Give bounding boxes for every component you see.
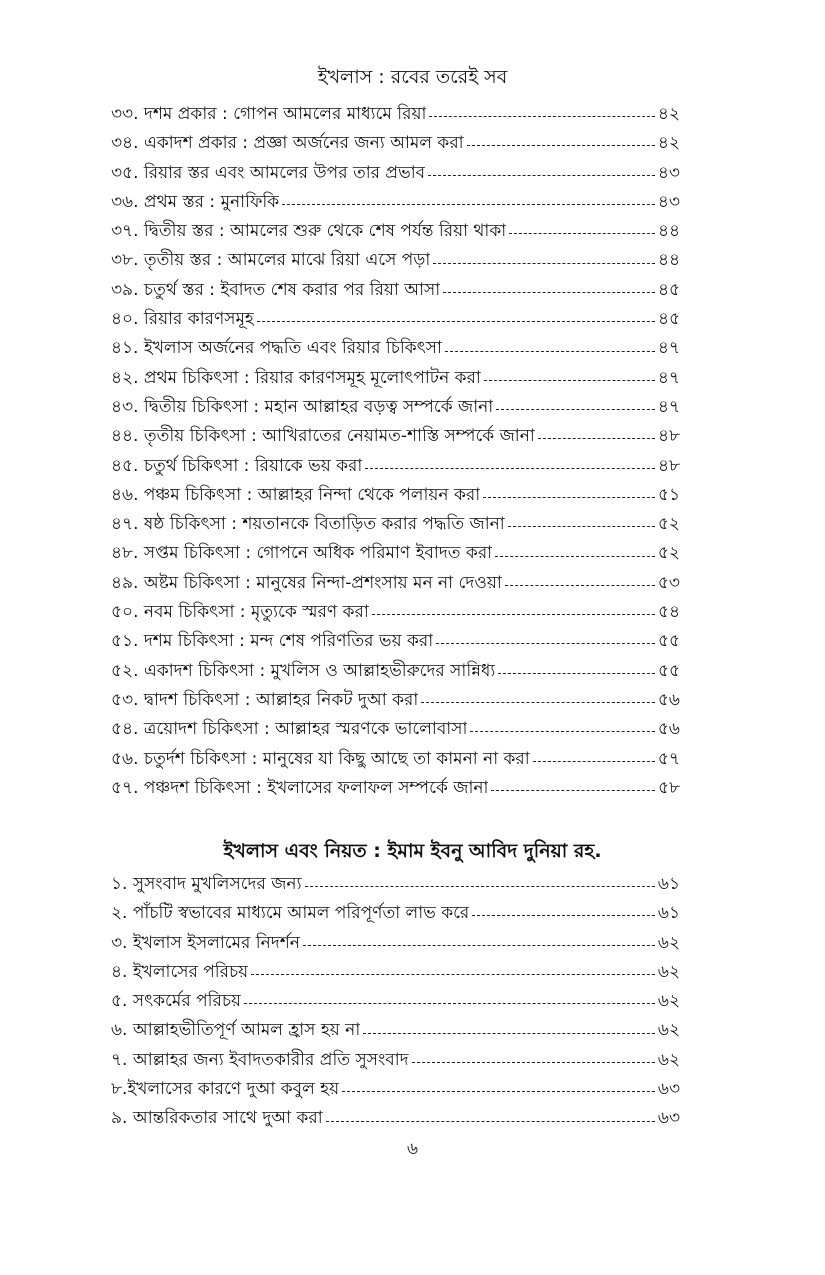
toc-entry: [111, 958, 680, 987]
toc-entry: [111, 481, 680, 510]
toc-entry-page: ৪৭: [657, 338, 680, 359]
dot-leader: [508, 526, 655, 527]
toc-entry-page: ৫৭: [657, 748, 680, 769]
toc-entry-page: ৪৭: [657, 367, 680, 388]
toc-entry-title: ৪৭. ষষ্ঠ চিকিৎসা : শয়তানকে বিতাড়িত করার পদ্ধতি জানা: [111, 514, 505, 535]
toc-entry: [111, 899, 680, 928]
dot-leader: [429, 116, 655, 117]
toc-entry: [111, 334, 680, 363]
section-title: ইখলাস এবং নিয়ত : ইমাম ইবনু আবিদ দুনিয়া রহ.: [223, 840, 602, 862]
toc-entry-title: ৪৯. অষ্টম চিকিৎসা : মানুষের নিন্দা-প্রশংসায় মন না দেওয়া: [111, 572, 502, 593]
toc-entry-page: ৪৩: [657, 191, 680, 212]
toc-entry-page: ৬১: [657, 903, 680, 924]
toc-entry: [111, 987, 680, 1016]
toc-entry-page: ৪৪: [657, 221, 680, 242]
toc-entry: [111, 774, 680, 803]
toc-entry-page: ৬২: [657, 961, 680, 982]
toc-entry-title: ৩. ইখলাস ইসলামের নিদর্শন: [111, 932, 300, 953]
toc-entry-page: ৫৫: [657, 631, 680, 652]
toc-entry-title: ৪৩. দ্বিতীয় চিকিৎসা : মহান আল্লাহর বড়ত্ব সম্পর্কে জানা: [111, 396, 494, 417]
dot-leader: [342, 1091, 655, 1092]
dot-leader: [484, 380, 655, 381]
toc-entry: [111, 305, 680, 334]
toc-entry-title: ৪২. প্রথম চিকিৎসা : রিয়ার কারণসমূহ মূলোৎপাটন করা: [111, 367, 481, 388]
toc-entry-page: ৬২: [657, 1020, 680, 1041]
toc-entry-page: ৬২: [657, 1049, 680, 1070]
toc-entry-title: ৩৭. দ্বিতীয় স্তর : আমলের শুরু থেকে শেষ পর্যন্ত রিয়া থাকা: [111, 221, 507, 242]
toc-entry-page: ৬২: [657, 932, 680, 953]
toc-entry-page: ৪৫: [657, 309, 680, 330]
toc-entry-title: ৪. ইখলাসের পরিচয়: [111, 961, 249, 982]
toc-list-part2: [111, 870, 680, 1134]
dot-leader: [436, 643, 655, 644]
toc-list-part1: [111, 100, 680, 803]
toc-entry: [111, 539, 680, 568]
dot-leader: [470, 731, 655, 732]
toc-entry-title: ৪১. ইখলাস অর্জনের পদ্ধতি এবং রিয়ার চিকিৎসা: [111, 338, 442, 359]
dot-leader: [472, 915, 655, 916]
dot-leader: [433, 263, 655, 264]
dot-leader: [326, 1121, 655, 1122]
toc-entry: [111, 129, 680, 158]
toc-entry-page: ৬২: [657, 991, 680, 1012]
toc-entry-title: ৫২. একাদশ চিকিৎসা : মুখলিস ও আল্লাহভীরুদের সান্নিধ্য: [111, 660, 496, 681]
dot-leader: [244, 1003, 655, 1004]
toc-entry-page: ৫৬: [657, 719, 680, 740]
toc-entry-title: ২. পাঁচটি স্বভাবের মাধ্যমে আমল পরিপূর্ণতা লাভ করে: [111, 903, 470, 924]
toc-entry-page: ৪৮: [657, 426, 680, 447]
toc-entry-page: ৪৩: [657, 162, 680, 183]
toc-entry-title: ৪০. রিয়ার কারণসমূহ: [111, 309, 254, 330]
dot-leader: [428, 175, 655, 176]
dot-leader: [365, 468, 655, 469]
toc-entry-title: ৫১. দশম চিকিৎসা : মন্দ শেষ পরিণতির ভয় করা: [111, 631, 434, 652]
page-number: ৬: [406, 1139, 419, 1159]
toc-entry-title: ৬. আল্লাহভীতিপূর্ণ আমল হ্রাস হয় না: [111, 1020, 361, 1041]
dot-leader: [305, 886, 655, 887]
toc-entry-page: ৬৩: [657, 1079, 680, 1100]
toc-entry: [111, 276, 680, 305]
dot-leader: [443, 292, 655, 293]
toc-entry-title: ৫০. নবম চিকিৎসা : মৃত্যুকে স্মরণ করা: [111, 602, 369, 623]
toc-entry-title: ৫৩. দ্বাদশ চিকিৎসা : আল্লাহর নিকট দুআ করা: [111, 689, 419, 710]
dot-leader: [483, 497, 655, 498]
toc-entry: [111, 246, 680, 275]
toc-entry-title: ৯. আন্তরিকতার সাথে দুআ করা: [111, 1108, 323, 1129]
toc-entry: [111, 188, 680, 217]
toc-entry: [111, 100, 680, 129]
dot-leader: [421, 702, 655, 703]
toc-entry-title: ৩৬. প্রথম স্তর : মুনাফিকি: [111, 191, 280, 212]
toc-entry: [111, 657, 680, 686]
toc-entry-page: ৪৫: [657, 279, 680, 300]
toc-entry-title: ৩৪. একাদশ প্রকার : প্রজ্ঞা অর্জনের জন্য আমল করা: [111, 133, 464, 154]
dot-leader: [257, 321, 655, 322]
toc-entry: [111, 1046, 680, 1075]
toc-entry-title: ৪৪. তৃতীয় চিকিৎসা : আখিরাতের নেয়ামত-শাস্তি সম্পর্কে জানা: [111, 426, 535, 447]
dot-leader: [509, 233, 655, 234]
toc-entry-page: ৪৭: [657, 396, 680, 417]
toc-entry-title: ৪৮. সপ্তম চিকিৎসা : গোপনে অধিক পরিমাণ ইবাদত করা: [111, 543, 493, 564]
toc-entry: [111, 598, 680, 627]
toc-entry-page: ৫২: [657, 514, 680, 535]
dot-leader: [496, 409, 655, 410]
dot-leader: [533, 761, 655, 762]
toc-entry: [111, 715, 680, 744]
toc-entry-page: ৫৪: [657, 602, 680, 623]
toc-entry-title: ৩৯. চতুর্থ স্তর : ইবাদত শেষ করার পর রিয়া আসা: [111, 279, 441, 300]
toc-entry-title: ১. সুসংবাদ মুখলিসদের জন্য: [111, 874, 302, 894]
dot-leader: [498, 673, 655, 674]
toc-entry-title: ৩৫. রিয়ার স্তর এবং আমলের উপর তার প্রভাব: [111, 162, 426, 183]
toc-entry: [111, 452, 680, 481]
dot-leader: [251, 974, 655, 975]
toc-entry-title: ৭. আল্লাহর জন্য ইবাদতকারীর প্রতি সুসংবাদ: [111, 1049, 409, 1070]
toc-entry: [111, 870, 680, 899]
toc-entry: [111, 159, 680, 188]
dot-leader: [538, 438, 655, 439]
toc-entry-title: ৫৭. পঞ্চদশ চিকিৎসা : ইখলাসের ফলাফল সম্পর্কে জানা: [111, 777, 489, 798]
toc-entry-page: ৪২: [657, 104, 680, 124]
toc-entry: [111, 569, 680, 598]
dot-leader: [303, 945, 655, 946]
toc-entry: [111, 929, 680, 958]
dot-leader: [467, 145, 655, 146]
toc-entry: [111, 364, 680, 393]
dot-leader: [363, 1033, 655, 1034]
dot-leader: [445, 351, 655, 352]
toc-entry: [111, 627, 680, 656]
toc-entry-page: ৬৩: [657, 1108, 680, 1129]
toc-entry: [111, 217, 680, 246]
toc-entry: [111, 510, 680, 539]
toc-entry-page: ৬১: [657, 874, 680, 894]
toc-entry-page: ৫৫: [657, 660, 680, 681]
dot-leader: [372, 614, 655, 615]
toc-entry: [111, 1104, 680, 1133]
toc-entry-page: ৫২: [657, 543, 680, 564]
dot-leader: [282, 204, 655, 205]
toc-entry-page: ৫৩: [657, 572, 680, 593]
dot-leader: [495, 556, 655, 557]
toc-entry-title: ৩৮. তৃতীয় স্তর : আমলের মাঝে রিয়া এসে পড়া: [111, 250, 431, 271]
toc-entry-page: ৪২: [657, 133, 680, 154]
toc-entry: [111, 745, 680, 774]
dot-leader: [505, 585, 655, 586]
toc-entry: [111, 422, 680, 451]
toc-entry-page: ৫৬: [657, 689, 680, 710]
toc-entry-title: ৫৪. ত্রয়োদশ চিকিৎসা : আল্লাহর স্মরণকে ভালোবাসা: [111, 719, 468, 740]
running-head: ইখলাস : রবের তরেই সব: [317, 66, 508, 88]
dot-leader: [412, 1062, 655, 1063]
toc-entry-title: ৪৫. চতুর্থ চিকিৎসা : রিয়াকে ভয় করা: [111, 455, 363, 476]
toc-entry-title: ৪৬. পঞ্চম চিকিৎসা : আল্লাহর নিন্দা থেকে পলায়ন করা: [111, 484, 481, 505]
toc-entry-page: ৫১: [657, 484, 680, 505]
toc-entry: [111, 686, 680, 715]
toc-entry-page: ৪৪: [657, 250, 680, 271]
toc-entry-page: ৫৮: [657, 777, 680, 798]
dot-leader: [491, 790, 654, 791]
toc-entry-title: ৮.ইখলাসের কারণে দুআ কবুল হয়: [111, 1079, 340, 1100]
toc-entry: [111, 1016, 680, 1045]
toc-entry: [111, 1075, 680, 1104]
toc-entry-title: ৩৩. দশম প্রকার : গোপন আমলের মাধ্যমে রিয়া: [111, 104, 427, 124]
toc-entry-title: ৫৬. চতুর্দশ চিকিৎসা : মানুষের যা কিছু আছে তা কামনা না করা: [111, 748, 530, 769]
toc-entry: [111, 393, 680, 422]
toc-entry-title: ৫. সৎকর্মের পরিচয়: [111, 991, 242, 1012]
toc-entry-page: ৪৮: [657, 455, 680, 476]
